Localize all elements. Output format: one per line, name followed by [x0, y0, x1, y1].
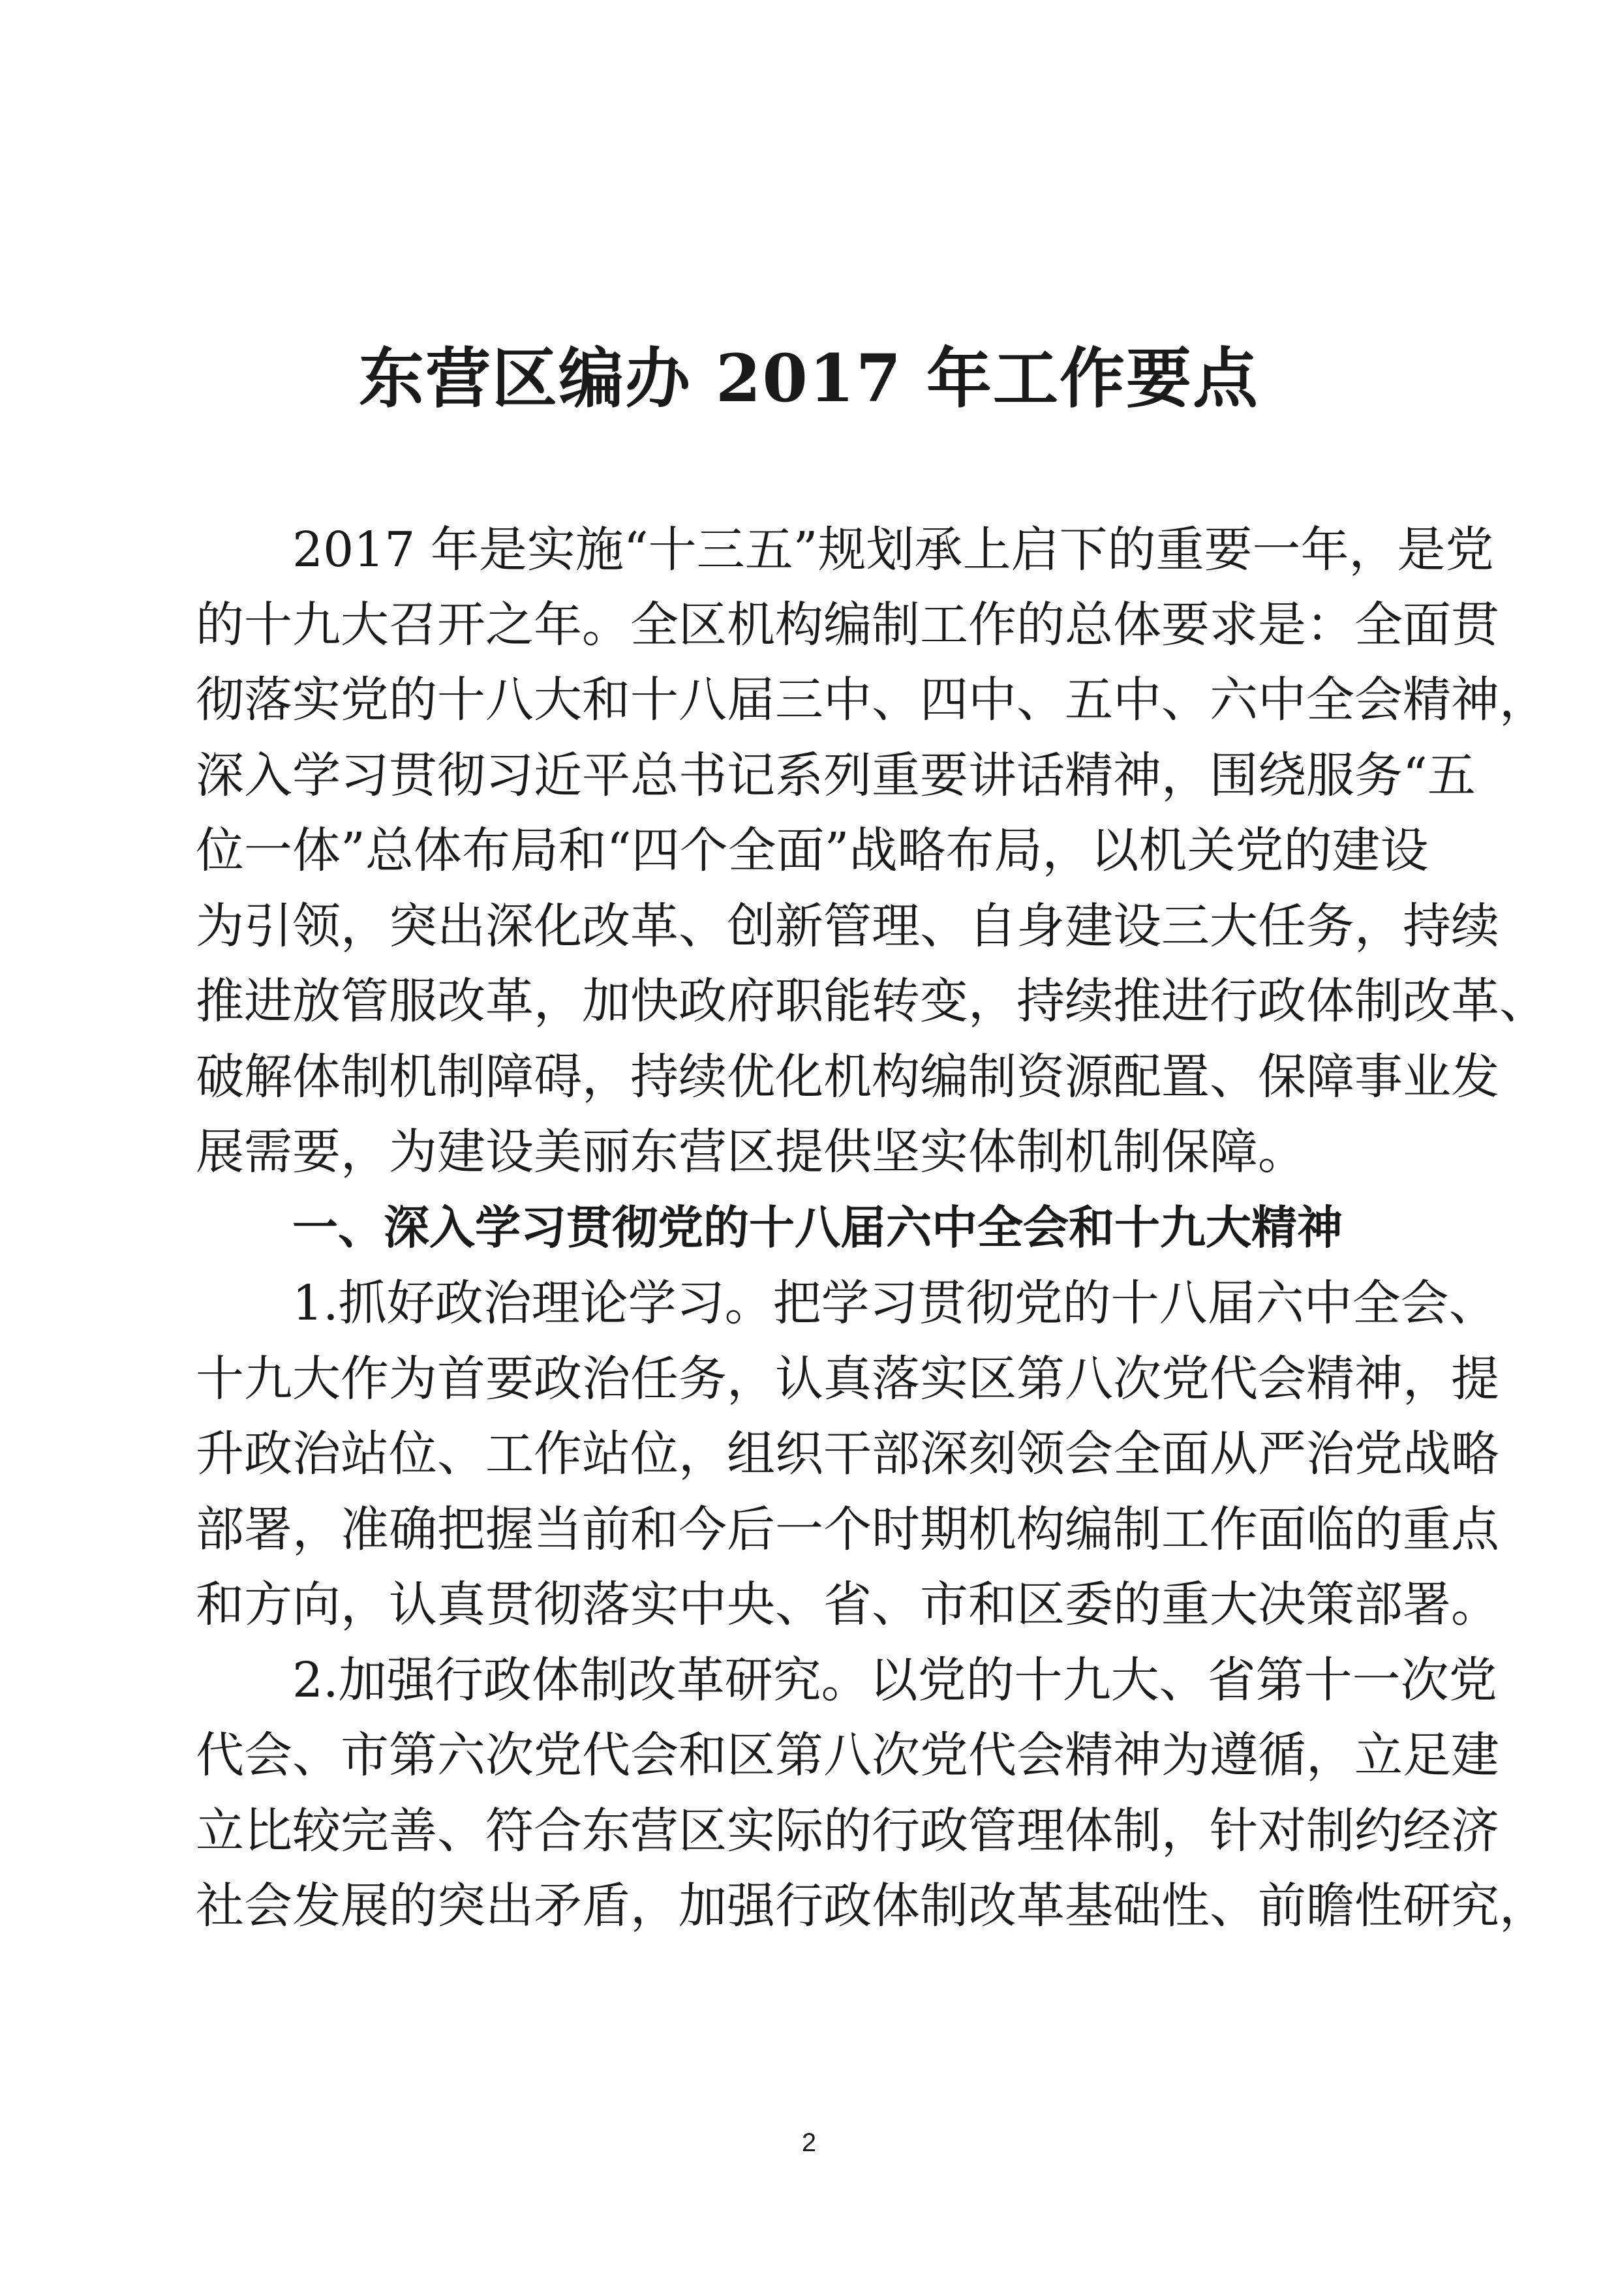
document-title: 东营区编办 2017 年工作要点 — [359, 340, 1259, 417]
intro-line-3: 彻落实党的十八大和十八届三中、四中、五中、六中全会精神， — [196, 672, 1548, 728]
item1-line-3: 升政治站位、工作站位，组织干部深刻领会全面从严治党战略 — [196, 1426, 1499, 1482]
section-heading-1: 一、深入学习贯彻党的十八届六中全会和十九大精神 — [292, 1201, 1343, 1254]
intro-line-1: 2017 年是实施“十三五”规划承上启下的重要一年，是党 — [292, 522, 1494, 578]
intro-line-7: 推进放管服改革，加快政府职能转变，持续推进行政体制改革、 — [196, 973, 1548, 1029]
item1-line-5: 和方向，认真贯彻落实中央、省、市和区委的重大决策部署。 — [196, 1577, 1499, 1633]
intro-line-4: 深入学习贯彻习近平总书记系列重要讲话精神，围绕服务“五 — [196, 748, 1476, 804]
intro-line-9: 展需要，为建设美丽东营区提供坚实体制机制保障。 — [196, 1124, 1306, 1180]
intro-line-2: 的十九大召开之年。全区机构编制工作的总体要求是：全面贯 — [196, 597, 1499, 653]
item2-line-1: 2.加强行政体制改革研究。以党的十九大、省第十一次党 — [292, 1652, 1497, 1708]
item2-line-4: 社会发展的突出矛盾，加强行政体制改革基础性、前瞻性研究， — [196, 1878, 1548, 1934]
intro-line-6: 为引领，突出深化改革、创新管理、自身建设三大任务，持续 — [196, 898, 1499, 954]
intro-line-5: 位一体”总体布局和“四个全面”战略布局，以机关党的建设 — [196, 823, 1429, 879]
item2-line-2: 代会、市第六次党代会和区第八次党代会精神为遵循，立足建 — [196, 1727, 1499, 1783]
page-number: 2 — [801, 2128, 817, 2157]
item1-line-2: 十九大作为首要政治任务，认真落实区第八次党代会精神，提 — [196, 1351, 1499, 1407]
item2-line-3: 立比较完善、符合东营区实际的行政管理体制，针对制约经济 — [196, 1803, 1499, 1859]
intro-line-8: 破解体制机制障碍，持续优化机构编制资源配置、保障事业发 — [196, 1049, 1499, 1105]
item1-line-4: 部署，准确把握当前和今后一个时期机构编制工作面临的重点 — [196, 1502, 1499, 1558]
item1-line-1: 1.抓好政治理论学习。把学习贯彻党的十八届六中全会、 — [292, 1275, 1497, 1331]
